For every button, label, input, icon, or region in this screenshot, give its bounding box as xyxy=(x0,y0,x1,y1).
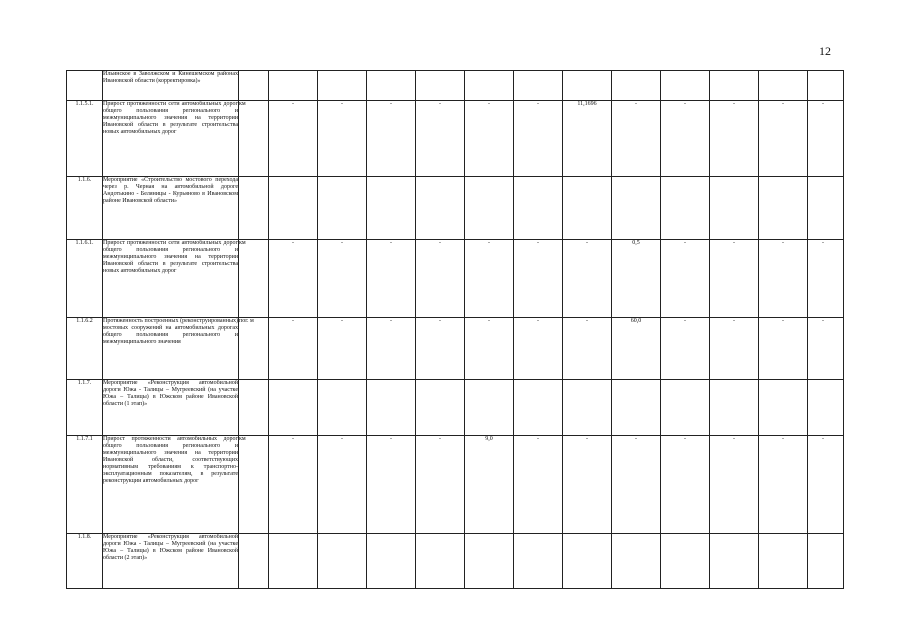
value-cell: 11,1696 xyxy=(563,101,612,177)
value-cell: - xyxy=(367,101,416,177)
value-cell xyxy=(416,534,465,589)
value-cell xyxy=(710,71,759,101)
value-cell xyxy=(808,71,844,101)
value-cell: - xyxy=(269,101,318,177)
table-row xyxy=(67,436,844,534)
value-cell xyxy=(612,380,661,436)
row-unit: км xyxy=(239,240,269,318)
value-cell xyxy=(759,534,808,589)
value-cell: - xyxy=(661,101,710,177)
value-cell xyxy=(318,177,367,240)
value-cell: - xyxy=(269,240,318,318)
value-cell: - xyxy=(563,436,612,534)
table-row xyxy=(67,240,844,318)
page-number: 12 xyxy=(819,44,831,58)
value-cell xyxy=(269,177,318,240)
value-cell: - xyxy=(367,240,416,318)
table-row xyxy=(67,71,844,101)
value-cell xyxy=(318,71,367,101)
row-description: Мероприятие «Реконструкция автомобильной дороги Южа - Талицы – Мугреевский (на участке Южа – Талицы) в Южском районе Ивановской области (2 этап)» xyxy=(103,534,239,589)
value-cell: - xyxy=(367,436,416,534)
value-cell: - xyxy=(759,318,808,380)
value-cell: - xyxy=(514,318,563,380)
value-cell xyxy=(661,177,710,240)
value-cell xyxy=(465,380,514,436)
value-cell: - xyxy=(563,240,612,318)
value-cell: - xyxy=(759,240,808,318)
value-cell xyxy=(514,71,563,101)
value-cell: - xyxy=(612,101,661,177)
value-cell xyxy=(367,71,416,101)
value-cell: - xyxy=(808,318,844,380)
row-unit xyxy=(239,177,269,240)
value-cell: - xyxy=(612,436,661,534)
value-cell: - xyxy=(710,101,759,177)
value-cell xyxy=(514,177,563,240)
value-cell xyxy=(612,534,661,589)
value-cell xyxy=(759,177,808,240)
value-cell: - xyxy=(416,436,465,534)
row-description: Прирост протяженности автомобильных дорог общего пользования регионального и межмуниципального значения на территории Ивановской области, соответствующих нормативным требованиям к транспортно-эксплуатационным показателям, в результате реконструкции автомобильных дорог xyxy=(103,436,239,534)
value-cell: - xyxy=(808,240,844,318)
row-number: 1.1.7.1 xyxy=(67,436,103,534)
row-unit xyxy=(239,380,269,436)
row-description: Мероприятие «Строительство мостового перехода через р. Черная на автомобильной дороге Андотькино - Беляницы - Курьяново в Ивановском районе Ивановской области» xyxy=(103,177,239,240)
value-cell: - xyxy=(318,240,367,318)
value-cell xyxy=(269,71,318,101)
value-cell xyxy=(416,380,465,436)
value-cell xyxy=(661,380,710,436)
value-cell: - xyxy=(367,318,416,380)
value-cell: - xyxy=(416,318,465,380)
row-unit xyxy=(239,534,269,589)
value-cell xyxy=(563,534,612,589)
value-cell xyxy=(563,380,612,436)
row-number: 1.1.5.1. xyxy=(67,101,103,177)
value-cell xyxy=(612,177,661,240)
row-unit: км xyxy=(239,436,269,534)
row-unit: пог. м xyxy=(239,318,269,380)
value-cell: - xyxy=(759,436,808,534)
value-cell: 60,0 xyxy=(612,318,661,380)
value-cell xyxy=(367,380,416,436)
value-cell: - xyxy=(514,101,563,177)
value-cell: - xyxy=(661,240,710,318)
row-number: 1.1.6. xyxy=(67,177,103,240)
row-number xyxy=(67,71,103,101)
row-description: Прирост протяженности сети автомобильных дорог общего пользования регионального и межмуниципального значения на территории Ивановской области в результате строительства новых автомобильных дорог xyxy=(103,240,239,318)
value-cell: - xyxy=(808,436,844,534)
row-description: Прирост протяженности сети автомобильных дорог общего пользования регионального и межмуниципального значения на территории Ивановской области в результате строительства новых автомобильных дорог xyxy=(103,101,239,177)
value-cell: - xyxy=(318,436,367,534)
table-row xyxy=(67,380,844,436)
value-cell: - xyxy=(465,240,514,318)
value-cell: - xyxy=(661,318,710,380)
value-cell: - xyxy=(416,240,465,318)
row-description: Ильинское в Заволжском и Кинешемском районах Ивановской области (корректировка)» xyxy=(103,71,239,101)
value-cell: - xyxy=(416,101,465,177)
value-cell xyxy=(563,177,612,240)
row-unit xyxy=(239,71,269,101)
row-number: 1.1.6.2 xyxy=(67,318,103,380)
value-cell: 0,5 xyxy=(612,240,661,318)
row-number: 1.1.7. xyxy=(67,380,103,436)
value-cell xyxy=(710,380,759,436)
value-cell xyxy=(661,71,710,101)
value-cell xyxy=(710,534,759,589)
value-cell xyxy=(416,71,465,101)
value-cell: - xyxy=(710,240,759,318)
value-cell xyxy=(367,177,416,240)
value-cell xyxy=(269,534,318,589)
value-cell: 9,0 xyxy=(465,436,514,534)
value-cell xyxy=(808,177,844,240)
value-cell xyxy=(465,534,514,589)
value-cell: - xyxy=(808,101,844,177)
value-cell xyxy=(759,380,808,436)
value-cell: - xyxy=(759,101,808,177)
value-cell xyxy=(710,177,759,240)
value-cell: - xyxy=(269,436,318,534)
value-cell xyxy=(808,380,844,436)
value-cell xyxy=(514,380,563,436)
table-row xyxy=(67,318,844,380)
value-cell: - xyxy=(661,436,710,534)
value-cell xyxy=(808,534,844,589)
row-description: Мероприятие «Реконструкция автомобильной дороги Южа - Талицы – Мугреевский (на участке Южа – Талицы) в Южском районе Ивановской области (1 этап)» xyxy=(103,380,239,436)
value-cell xyxy=(269,380,318,436)
value-cell xyxy=(416,177,465,240)
row-unit: км xyxy=(239,101,269,177)
value-cell xyxy=(563,71,612,101)
value-cell: - xyxy=(465,101,514,177)
value-cell: - xyxy=(318,101,367,177)
value-cell xyxy=(465,177,514,240)
value-cell xyxy=(367,534,416,589)
table-row xyxy=(67,534,844,589)
value-cell: - xyxy=(318,318,367,380)
row-description: Протяженность построенных (реконструированных) мостовых сооружений на автомобильных дорогах общего пользования регионального и межмуниципального значения xyxy=(103,318,239,380)
value-cell: - xyxy=(269,318,318,380)
table-row xyxy=(67,177,844,240)
value-cell: - xyxy=(514,436,563,534)
value-cell: - xyxy=(710,436,759,534)
value-cell xyxy=(465,71,514,101)
value-cell xyxy=(318,380,367,436)
value-cell: - xyxy=(563,318,612,380)
value-cell xyxy=(514,534,563,589)
row-number: 1.1.8. xyxy=(67,534,103,589)
indicators-table xyxy=(66,70,844,589)
value-cell: - xyxy=(514,240,563,318)
value-cell: - xyxy=(465,318,514,380)
value-cell xyxy=(612,71,661,101)
value-cell xyxy=(759,71,808,101)
row-number: 1.1.6.1. xyxy=(67,240,103,318)
value-cell xyxy=(318,534,367,589)
table-row xyxy=(67,101,844,177)
value-cell xyxy=(661,534,710,589)
value-cell: - xyxy=(710,318,759,380)
